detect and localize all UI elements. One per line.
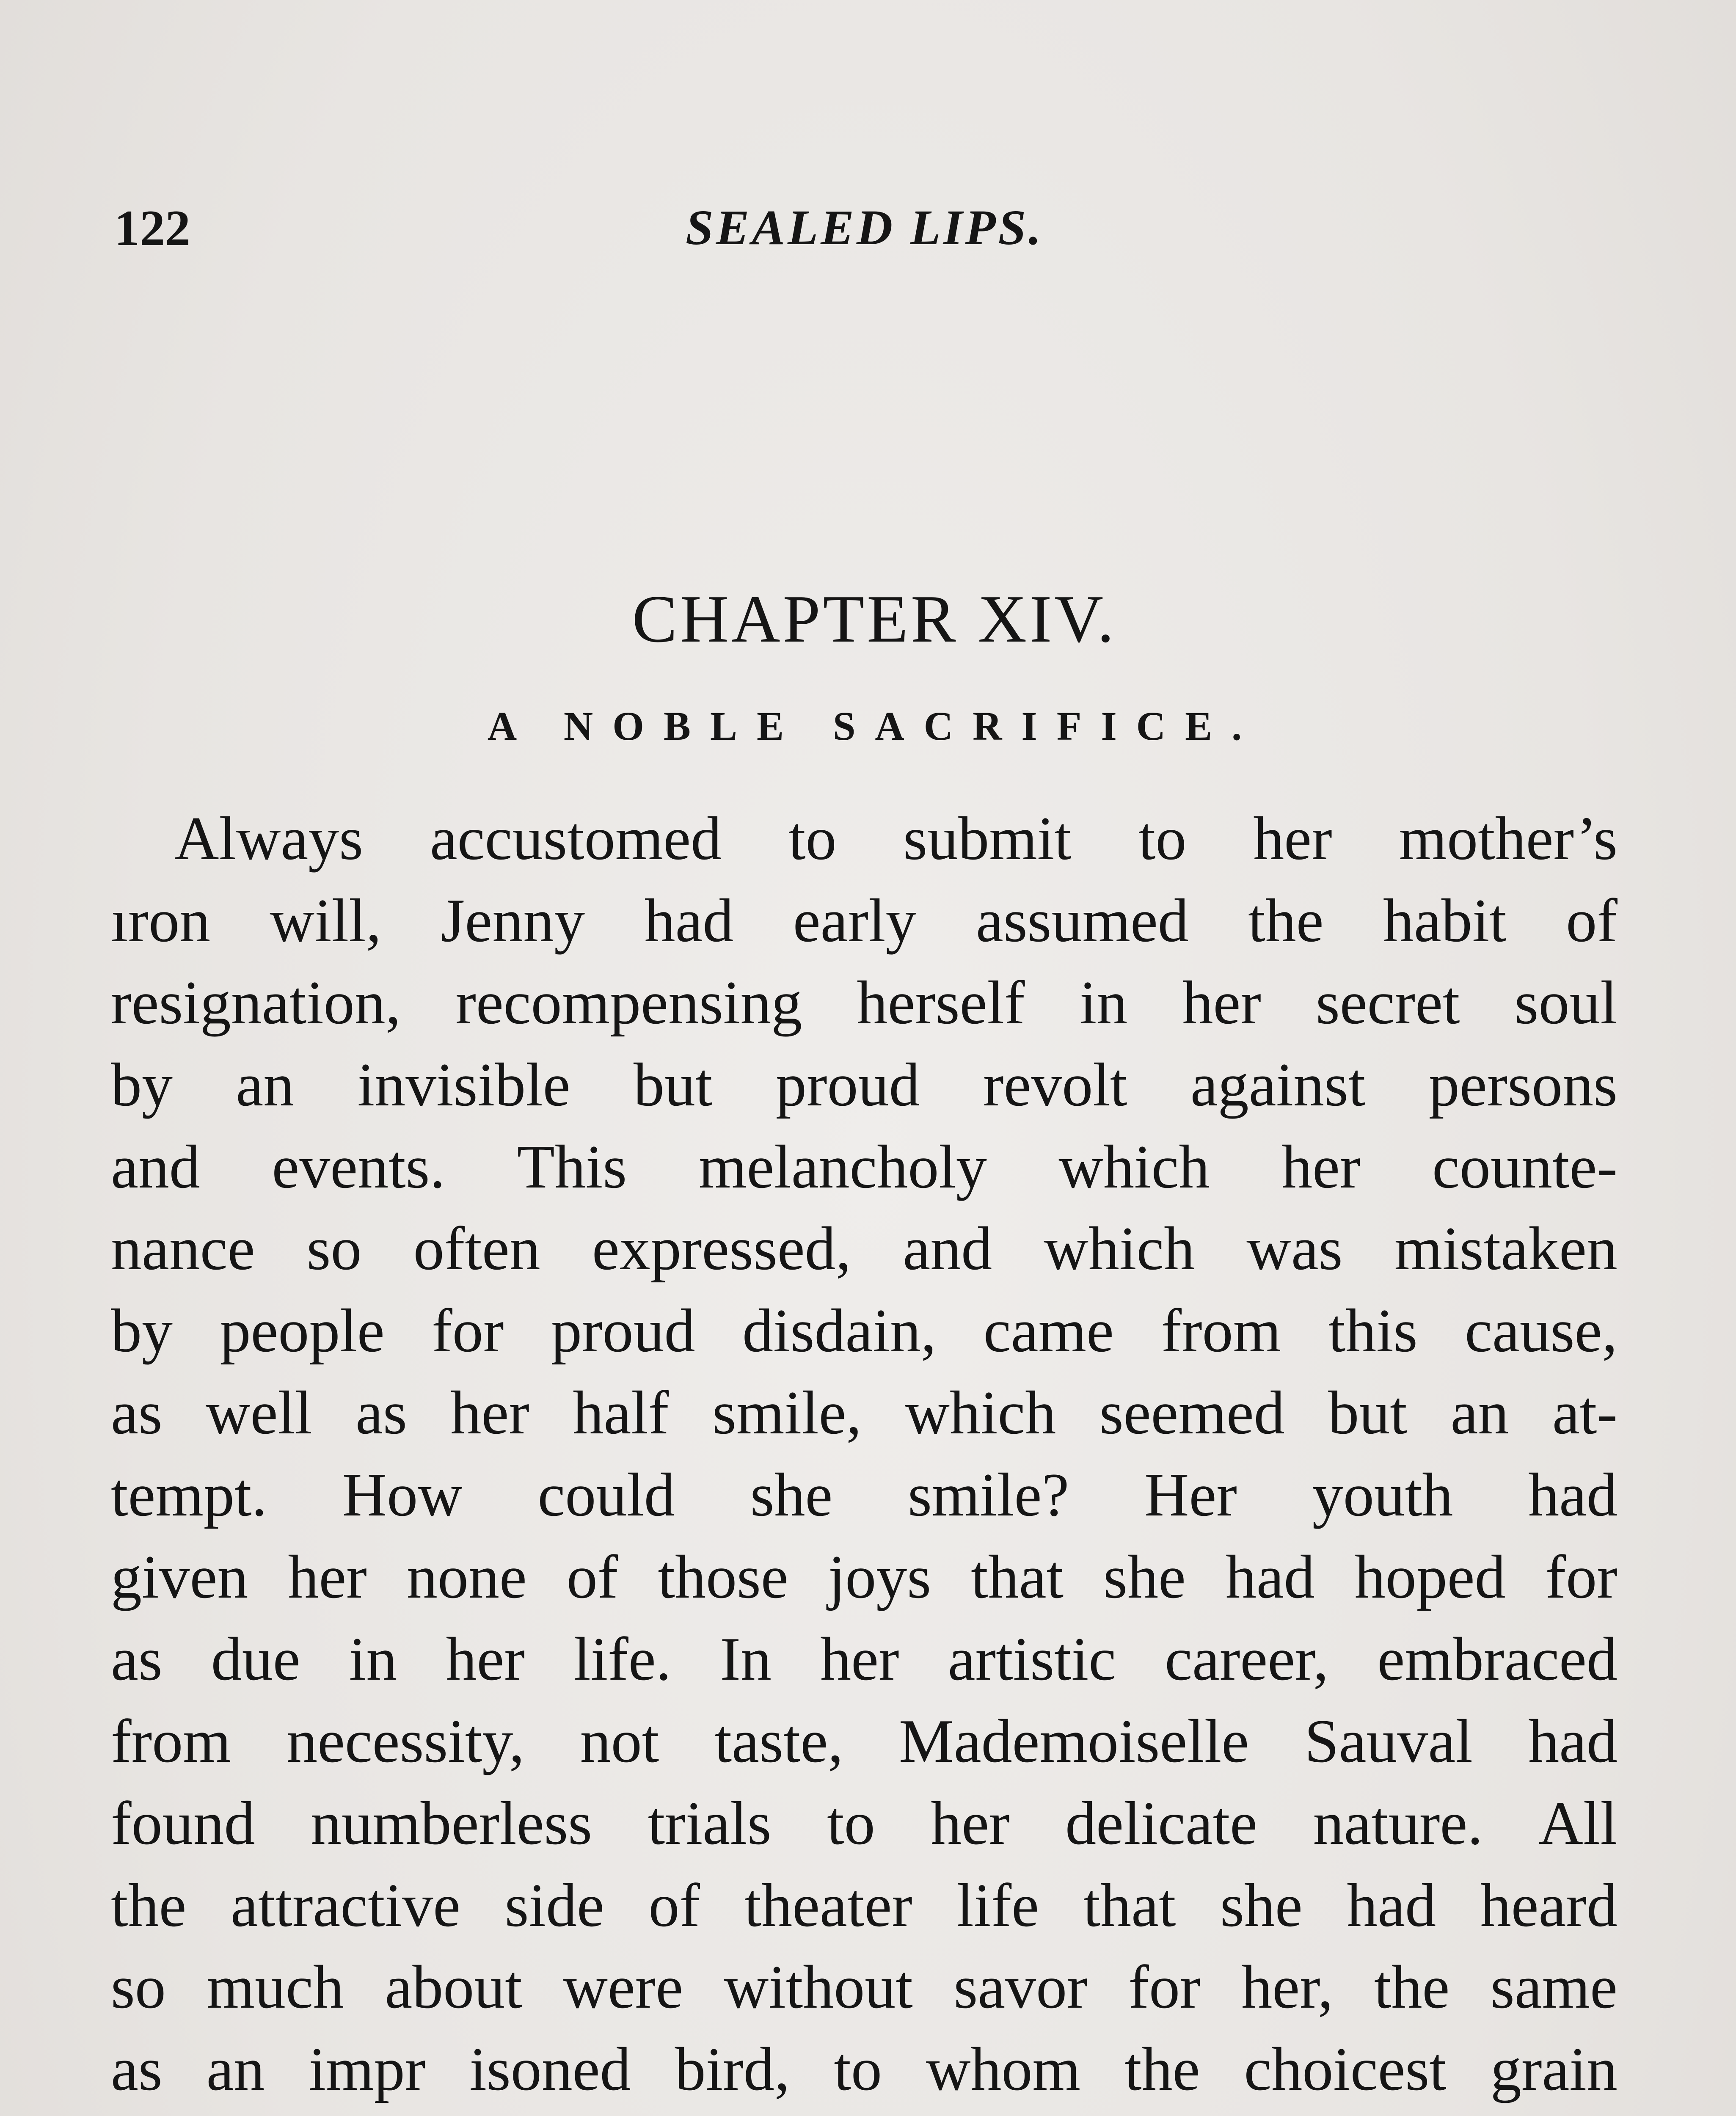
word: to — [834, 2035, 882, 2104]
text-line — [111, 1208, 1618, 1290]
text-line — [111, 1946, 1618, 2028]
word: which — [905, 1378, 1056, 1447]
word: embraced — [1377, 1624, 1618, 1693]
word: proud — [775, 1050, 920, 1119]
word: Jenny — [441, 886, 585, 955]
text-line — [111, 2110, 1618, 2116]
text-line — [111, 1536, 1618, 1618]
word: had — [1528, 1706, 1618, 1775]
word: recompensing — [455, 968, 802, 1037]
word: whom — [926, 2035, 1081, 2104]
word: the — [1248, 886, 1324, 955]
word: accustomed — [430, 804, 722, 873]
word: her — [1281, 1132, 1361, 1201]
word: about — [385, 1953, 522, 2022]
word: to — [788, 804, 837, 873]
word: the — [111, 1871, 187, 1940]
word: tempt. — [111, 1460, 267, 1529]
word: to — [827, 1788, 875, 1857]
chapter-heading: CHAPTER XIV. — [632, 581, 1117, 656]
word: side — [504, 1871, 604, 1940]
word: this — [1328, 1296, 1418, 1365]
word: smile? — [908, 1460, 1069, 1529]
text-line — [111, 880, 1618, 962]
word: for — [1128, 1953, 1201, 2022]
word — [111, 2110, 276, 2116]
word: soul — [1514, 968, 1618, 1037]
word: nature. — [1313, 1788, 1483, 1857]
word: those — [658, 1543, 788, 1612]
word: as — [111, 1624, 163, 1693]
text-line — [111, 1290, 1618, 1372]
word: grain — [1490, 2035, 1618, 2104]
page-header — [114, 199, 1612, 267]
word: she — [1220, 1871, 1303, 1940]
word: Always — [174, 804, 364, 873]
word: her, — [1241, 1953, 1334, 2022]
word: well — [206, 1378, 312, 1447]
word: half — [573, 1378, 669, 1447]
word: as — [355, 1378, 407, 1447]
word: against — [1190, 1050, 1366, 1119]
word — [293, 2110, 471, 2116]
word: theater — [744, 1871, 912, 1940]
word: her — [450, 1378, 529, 1447]
word: people — [220, 1296, 385, 1365]
word: cause, — [1465, 1296, 1618, 1365]
word: trials — [648, 1788, 772, 1857]
word: disdain, — [742, 1296, 937, 1365]
word: artistic — [948, 1624, 1116, 1693]
word: the — [1374, 1953, 1450, 2022]
word: attractive — [230, 1871, 461, 1940]
word: assumed — [976, 886, 1189, 955]
word: joys — [828, 1543, 931, 1612]
word: had — [644, 886, 734, 955]
word: the — [1124, 2035, 1200, 2104]
word: taste, — [714, 1706, 843, 1775]
word: youth — [1312, 1460, 1453, 1529]
word — [738, 2110, 834, 2116]
word: revolt — [983, 1050, 1127, 1119]
word: habit — [1383, 886, 1507, 955]
word: smile, — [712, 1378, 862, 1447]
word: will, — [270, 886, 382, 955]
word: expressed, — [592, 1214, 851, 1283]
text-line — [111, 1372, 1618, 1454]
word: impr — [309, 2035, 426, 2104]
word: All — [1538, 1788, 1618, 1857]
word: events. — [272, 1132, 445, 1201]
word: from — [1161, 1296, 1281, 1365]
body-text — [111, 798, 1618, 2116]
word: were — [563, 1953, 683, 2022]
word: melancholy — [698, 1132, 987, 1201]
word: as — [111, 1378, 163, 1447]
word: secret — [1316, 968, 1460, 1037]
word: of — [648, 1871, 700, 1940]
word: often — [413, 1214, 540, 1283]
word: found — [111, 1788, 255, 1857]
word: seemed — [1099, 1378, 1285, 1447]
word: she — [750, 1460, 833, 1529]
word: in — [1079, 968, 1128, 1037]
word: which — [1058, 1132, 1210, 1201]
word: she — [1103, 1543, 1186, 1612]
word: to — [1138, 804, 1187, 873]
word: ıron — [111, 886, 211, 955]
word: her — [288, 1543, 367, 1612]
word: so — [111, 1953, 166, 2022]
word: by — [111, 1296, 173, 1365]
word: without — [724, 1953, 913, 2022]
chapter-subtitle: A NOBLE SACRIFICE. — [487, 703, 1262, 749]
word: came — [983, 1296, 1114, 1365]
word: isoned — [469, 2035, 631, 2104]
word: Mademoiselle — [899, 1706, 1249, 1775]
word: counte- — [1432, 1132, 1618, 1201]
word: of — [566, 1543, 618, 1612]
word: of — [1566, 886, 1618, 955]
word: due — [211, 1624, 300, 1693]
word: her — [446, 1624, 525, 1693]
word: How — [342, 1460, 463, 1529]
word: persons — [1428, 1050, 1618, 1119]
text-line — [111, 1126, 1618, 1208]
text-line — [111, 1044, 1618, 1126]
text-line — [111, 798, 1618, 880]
word: none — [406, 1543, 527, 1612]
word: that — [1083, 1871, 1176, 1940]
word: heard — [1480, 1871, 1618, 1940]
word: life. — [573, 1624, 672, 1693]
word: that — [971, 1543, 1064, 1612]
text-line — [111, 2028, 1618, 2110]
word: from — [111, 1706, 231, 1775]
word: bird, — [675, 2035, 790, 2104]
word: not — [580, 1706, 659, 1775]
word: choicest — [1244, 2035, 1447, 2104]
word — [851, 2110, 928, 2116]
word: as — [111, 2035, 163, 2104]
word — [581, 2110, 720, 2116]
word: which — [1044, 1214, 1195, 1283]
word: and — [111, 1132, 200, 1201]
text-line — [111, 1700, 1618, 1783]
word: same — [1490, 1953, 1618, 2022]
word: submit — [903, 804, 1072, 873]
word: early — [793, 886, 917, 955]
word: delicate — [1065, 1788, 1258, 1857]
text-line — [111, 962, 1618, 1044]
word: in — [349, 1624, 397, 1693]
word: was — [1246, 1214, 1343, 1283]
word: her — [1182, 968, 1261, 1037]
word: by — [111, 1050, 173, 1119]
word: her — [1253, 804, 1332, 873]
word: for — [432, 1296, 504, 1365]
word: but — [1328, 1378, 1407, 1447]
word: Her — [1144, 1460, 1237, 1529]
text-line — [111, 1865, 1618, 1947]
word: her — [931, 1788, 1010, 1857]
word — [488, 2110, 564, 2116]
word: but — [633, 1050, 713, 1119]
word: an — [206, 2035, 265, 2104]
word: proud — [551, 1296, 695, 1365]
word: Sauval — [1304, 1706, 1473, 1775]
word: her — [820, 1624, 899, 1693]
word: hoped — [1354, 1543, 1506, 1612]
word: so — [306, 1214, 362, 1283]
text-line — [111, 1618, 1618, 1700]
text-line — [111, 1783, 1618, 1865]
word: invisible — [357, 1050, 570, 1119]
text-line — [111, 1454, 1618, 1536]
word: life — [956, 1871, 1039, 1940]
word: much — [207, 1953, 344, 2022]
word: mother’s — [1399, 804, 1618, 873]
word: This — [517, 1132, 627, 1201]
word: an — [1450, 1378, 1509, 1447]
word: mistaken — [1394, 1214, 1618, 1283]
word: given — [111, 1543, 248, 1612]
word: an — [236, 1050, 295, 1119]
word: could — [537, 1460, 675, 1529]
word: and — [903, 1214, 992, 1283]
page-number: 122 — [114, 200, 190, 256]
word: savor — [953, 1953, 1088, 2022]
word: career, — [1165, 1624, 1329, 1693]
word: necessity, — [287, 1706, 525, 1775]
word: had — [1528, 1460, 1618, 1529]
word: herself — [857, 968, 1025, 1037]
word: In — [720, 1624, 772, 1693]
running-title: SEALED LIPS. — [686, 200, 1044, 255]
word: numberless — [311, 1788, 592, 1857]
word: had — [1347, 1871, 1436, 1940]
word: for — [1545, 1543, 1618, 1612]
word: resignation, — [111, 968, 401, 1037]
word: nance — [111, 1214, 255, 1283]
word: at- — [1552, 1378, 1618, 1447]
word: had — [1225, 1543, 1315, 1612]
